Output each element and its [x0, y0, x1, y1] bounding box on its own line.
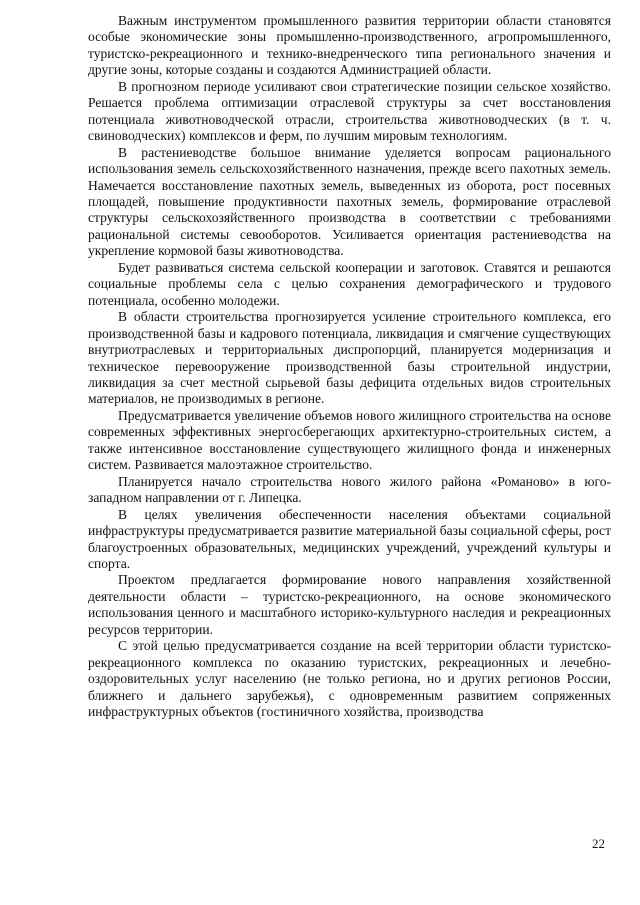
- paragraph-housing: Предусматривается увеличение объемов нового жилищного строительства на основе современных эффективных энергосберегающих архитектурно-строительных систем, а также интенсивное восстановление существующего жилищного фонда и инженерных систем. Развивается малоэтажное строительство.: [88, 407, 611, 473]
- paragraph-crop-production: В растениеводстве большое внимание уделяется вопросам рационального использования земель сельскохозяйственного назначения, прежде всего пахотных земель. Намечается восстановление пахотных земель, выведенных из оборота, рост посевных площадей, повышение продуктивности пахотных земель, формирование отраслевой структуры сельскохозяйственного производства в соответствии с требованиями рациональной системы севооборотов. Усиливается ориентация растениеводства на укрепление кормовой базы животноводства.: [88, 144, 611, 259]
- paragraph-agriculture: В прогнозном периоде усиливают свои стратегические позиции сельское хозяйство. Решается проблема оптимизации отраслевой структуры за счет восстановления потенциала животноводческой отрасли, строительства животноводческих (в т. ч. свиноводческих) комплексов и ферм, по лучшим мировым технологиям.: [88, 78, 611, 144]
- paragraph-economic-zones: Важным инструментом промышленного развития территории области становятся особые экономические зоны промышленно-производственного, агропромышленного, туристско-рекреационного и технико-внедренческого типа регионального значения и другие зоны, которые созданы и создаются Администрацией области.: [88, 13, 611, 78]
- paragraph-tourism-complex: С этой целью предусматривается создание на всей территории области туристско-рекреационного комплекса по оказанию туристских, рекреационных и лечебно-оздоровительных услуг населению (не только региона, но и других регионов России, ближнего и дальнего зарубежья), с одновременным развитием сопряженных инфраструктурных объектов (гостиничного хозяйства, производства: [88, 638, 611, 720]
- paragraph-rural-cooperation: Будет развиваться система сельской кооперации и заготовок. Ставятся и решаются социальные проблемы села с целью сохранения демографического и трудового потенциала, особенно молодежи.: [88, 259, 611, 308]
- paragraph-social-infrastructure: В целях увеличения обеспеченности населения объектами социальной инфраструктуры предусматривается развитие материальной базы социальной сферы, рост благоустроенных образовательных, медицинских учреждений, учреждений культуры и спорта.: [88, 506, 611, 571]
- paragraph-romanovo-district: Планируется начало строительства нового жилого района «Романово» в юго-западном направлении от г. Липецка.: [88, 473, 611, 506]
- paragraph-tourism-direction: Проектом предлагается формирование нового направления хозяйственной деятельности области – туристско-рекреационного, на основе экономического использования ценного и масштабного историко-культурного наследия и рекреационных ресурсов территории.: [88, 572, 611, 637]
- document-page: [88, 13, 611, 720]
- page-number: 22: [592, 836, 605, 851]
- paragraph-construction: В области строительства прогнозируется усиление строительного комплекса, его производственной базы и кадрового потенциала, ликвидация и смягчение существующих внутриотраслевых и территориальных диспропорций, планируется модернизация и техническое перевооружение производственной базы строительной индустрии, ликвидация за счет местной сырьевой базы дефицита отдельных видов строительных материалов, не производимых в регионе.: [88, 309, 611, 407]
